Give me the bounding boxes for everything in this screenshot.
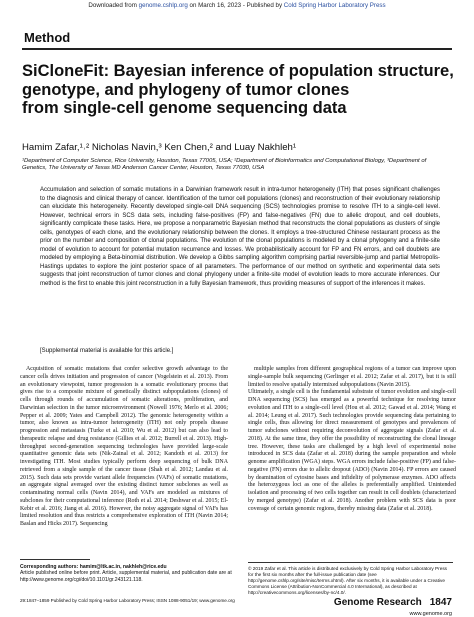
download-source-link[interactable]: genome.cshlp.org — [138, 2, 188, 9]
page-number: 1847 — [429, 597, 452, 608]
citation-line: 29:1847–1859 Published by Cold Spring Harbor Laboratory Press; ISSN 1088-9051/19; www.genome.org — [20, 598, 235, 603]
section-label: Method — [24, 30, 71, 45]
download-notice — [0, 2, 474, 9]
corresponding-label: Corresponding authors: — [20, 564, 79, 570]
corresponding-authors — [20, 564, 235, 583]
license-note: © 2019 Zafar et al. This article is distributed exclusively by Cold Spring Harbor Laboratory Press for the first six months after the full-issue publication date (see http://genome.cshlp.org/site/misc/terms.xhtml). After six months, it is available under a Creative Commons License (Attribution-NonCommercial 4.0 International), as described at http://creativecommons.org/licenses/by-nc/4.0/. — [248, 566, 448, 595]
body-paragraph: Ultimately, a single cell is the fundamental substrate of tumor evolution and single-cell DNA sequencing (SCS) has emerged as a powerful technique for resolving tumor evolution and ITH to a single-cell level (Hou et al. 2012; Gawad et al. 2014; Wang et al. 2014; Leung et al. 2017). Such technologies provide sequencing data pertaining to single cells, thus allowing for direct measurement of genotypes and prevalences of tumor subclones without requiring deconvolution of aggregate signals (Zafar et al. 2018). At the same time, they offer the possibility of reconstructing the clonal lineage tree. However, these tasks are challenged by a high level of experimental noise introduced in SCS data (Zafar et al. 2018) during the sample preparation and whole genome amplification (WGA) steps. WGA errors include false-positive (FP) and false-negative (FN) errors due to allelic dropout (ADO) (Navin 2014). FP errors are caused by deamination of cytosine bases and infidelity of polymerase enzymes. ADO affects the heterozygous loci as one of the alleles is preferentially amplified. Unintended isolation and processing of two cells together can result in cell doublets (characterized by merged genotype) (Zafar et al. 2018). Another problem with SCS data is poor coverage of certain genomic regions, thereby missing data (Zafar et al. 2018). — [248, 389, 456, 512]
download-middle: on March 16, 2023 - Published by — [187, 2, 284, 9]
body-left-column — [20, 366, 228, 529]
journal-site[interactable]: www.genome.org — [409, 611, 452, 617]
body-paragraph: Acquisition of somatic mutations that confer selective growth advantage to the cancer cells drives initiation and progression of cancer (Vogelstein et al. 2013). From an evolutionary viewpoint, tumor progression is a somatic evolutionary process that gives rise to a composite mixture of genetically distinct subpopulations (clones) of cells through rounds of accumulation of somatic alterations, proliferation, and Darwinian selection in the tumor microenvironment (Nowell 1976; Merlo et al. 2006; Pepper et al. 2009; Yates and Campbell 2012). The genomic heterogeneity within a tumor, also known as intra-tumor heterogeneity (ITH) not only propels disease progression and metastasis (Turke et al. 2010; Wu et al. 2012) but can also lead to therapeutic relapse and drug resistance (Gillies et al. 2012; Burrell et al. 2013). High-throughput second-generation sequencing technologies have provided large-scale quantitative genomic data sets (Nik-Zainal et al. 2012; Kandoth et al. 2013) for investigating ITH. Most studies typically perform deep sequencing of bulk DNA retrieved from a single sample of the cancer tissue (Shah et al. 2012; Landau et al. 2015). Such data sets provide variant allele frequencies (VAFs) of somatic mutations, an aggregate signal averaged over the existing distinct tumor subclones as well as contaminating normal cells (Navin 2014), and VAFs are modeled as mixtures of subclones for their computational inference (Roth et al. 2014; Deshwar et al. 2015; El-Kebir et al. 2016; Jiang et al. 2016). However, the noisy aggregate signal of VAFs has limited resolution and thus restricts a comprehensive exploration of ITH (Navin 2014; Baslan and Hicks 2017). Sequencing — [20, 366, 228, 527]
title-line: SiCloneFit: Bayesian inference of population structure, — [22, 62, 454, 80]
download-prefix: Downloaded from — [88, 2, 139, 9]
body-right-column — [248, 366, 456, 513]
section-rule — [22, 48, 452, 50]
title-line: genotype, and phylogeny of tumor clones — [22, 80, 350, 99]
journal-footer — [334, 592, 452, 617]
affiliations: ¹Department of Computer Science, Rice University, Houston, Texas 77005, USA; ²Department of Bioinformatics and Computational Biology, ³Department of Genetics, The University of Texas MD Anderson Cancer Center, Houston, Texas 77030, USA — [22, 158, 427, 172]
article-title — [22, 62, 462, 118]
publication-note: Article published online before print. Article, supplemental material, and publication date are at http://www.genome.org/cgi/doi/10.1101/gr.243121.118. — [20, 570, 232, 583]
publisher-link[interactable]: Cold Spring Harbor Laboratory Press — [283, 2, 386, 9]
license-rule — [248, 562, 453, 563]
abstract: Accumulation and selection of somatic mutations in a Darwinian framework result in intra-tumor heterogeneity (ITH) that poses significant challenges to the diagnosis and clinical therapy of cancer. Identification of the tumor cell populations (clones) and reconstruction of their evolutionary relationship can elucidate this heterogeneity. Recently developed single-cell DNA sequencing (SCS) technologies promise to resolve ITH to a single-cell level. However, technical errors in SCS data sets, including false-positives (FP) and false-negatives (FN) due to allelic dropout, and cell doublets, significantly complicate these tasks. Here, we propose a nonparametric Bayesian method that reconstructs the clonal populations as clusters of single cells, genotypes of each clone, and the evolutionary relationship between the clones. It employs a tree-structured Chinese restaurant process as the prior on the number and composition of clonal populations. The evolution of the clonal populations is modeled by a clonal phylogeny and a finite-site model of evolution to account for potential mutation recurrence and losses. We probabilistically account for FP and FN errors, and cell doublets are modeled by employing a Beta-binomial distribution. We develop a Gibbs sampling algorithm comprising partial reversible-jump and partial Metropolis-Hastings updates to explore the joint posterior space of all parameters. The performance of our method on synthetic and experimental data sets suggests that joint reconstruction of tumor clones and clonal phylogeny under a finite-site model of evolution leads to more accurate inferences. Our method is the first to enable this joint reconstruction in a fully Bayesian framework, thus providing measures of support of the inferences it makes. — [40, 187, 440, 288]
journal-name: Genome Research — [333, 597, 422, 608]
title-line: from single-cell genome sequencing data — [22, 99, 347, 117]
body-paragraph: multiple samples from different geographical regions of a tumor can improve upon single-sample bulk sequencing (Gerlinger et al. 2012; Zafar et al. 2017), but it is still limited to resolve spatially intermixed subpopulations (Navin 2015). — [248, 366, 456, 388]
supplemental-note: [Supplemental material is available for this article.] — [40, 348, 174, 354]
footnote-rule — [20, 559, 90, 560]
corresponding-emails[interactable]: hamim@ltk.ac.in, nakhleh@rice.edu — [79, 564, 167, 570]
author-list: Hamim Zafar,¹˒² Nicholas Navin,³ Ken Chen,² and Luay Nakhleh¹ — [22, 142, 297, 153]
